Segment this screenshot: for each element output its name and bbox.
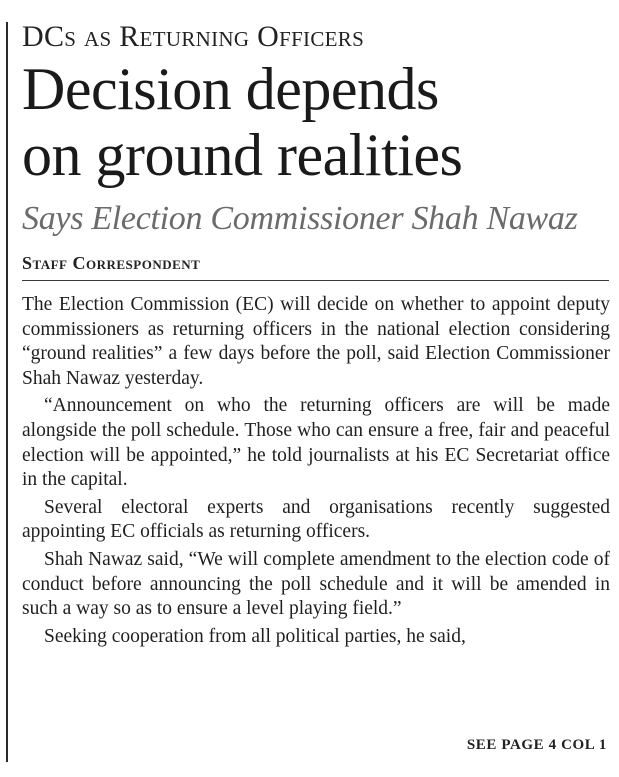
headline	[22, 56, 612, 188]
continuation-line: SEE PAGE 4 COL 1	[466, 737, 607, 753]
article-body	[22, 293, 610, 649]
divider	[22, 280, 609, 281]
column-rule	[6, 22, 8, 762]
subheadline: Says Election Commissioner Shah Nawaz	[22, 200, 578, 237]
headline-line-2: on ground realities	[22, 122, 463, 188]
kicker: DCs as Returning Officers	[22, 20, 365, 53]
headline-line-1: Decision depends	[22, 56, 439, 122]
paragraph-2: “Announcement on who the returning officers are will be made alongside the poll schedule. Those who can ensure a free, fair and peaceful election will be appointed,” he told journalists at his EC Secretariat office in the capital.	[22, 395, 610, 491]
paragraph-3: Several electoral experts and organisations recently suggested appointing EC officials as returning officers.	[22, 496, 610, 543]
paragraph-4: Shah Nawaz said, “We will complete amendment to the election code of conduct before announcing the poll schedule and it will be amended in such a way so as to ensure a level playing field.”	[22, 548, 610, 620]
byline: Staff Correspondent	[22, 253, 201, 273]
paragraph-1: The Election Commission (EC) will decide on whether to appoint deputy commissioners as returning officers in the national election considering “ground realities” a few days before the poll, said Election Commissioner Shah Nawaz yesterday.	[22, 294, 610, 389]
paragraph-5: Seeking cooperation from all political parties, he said,	[44, 625, 466, 647]
